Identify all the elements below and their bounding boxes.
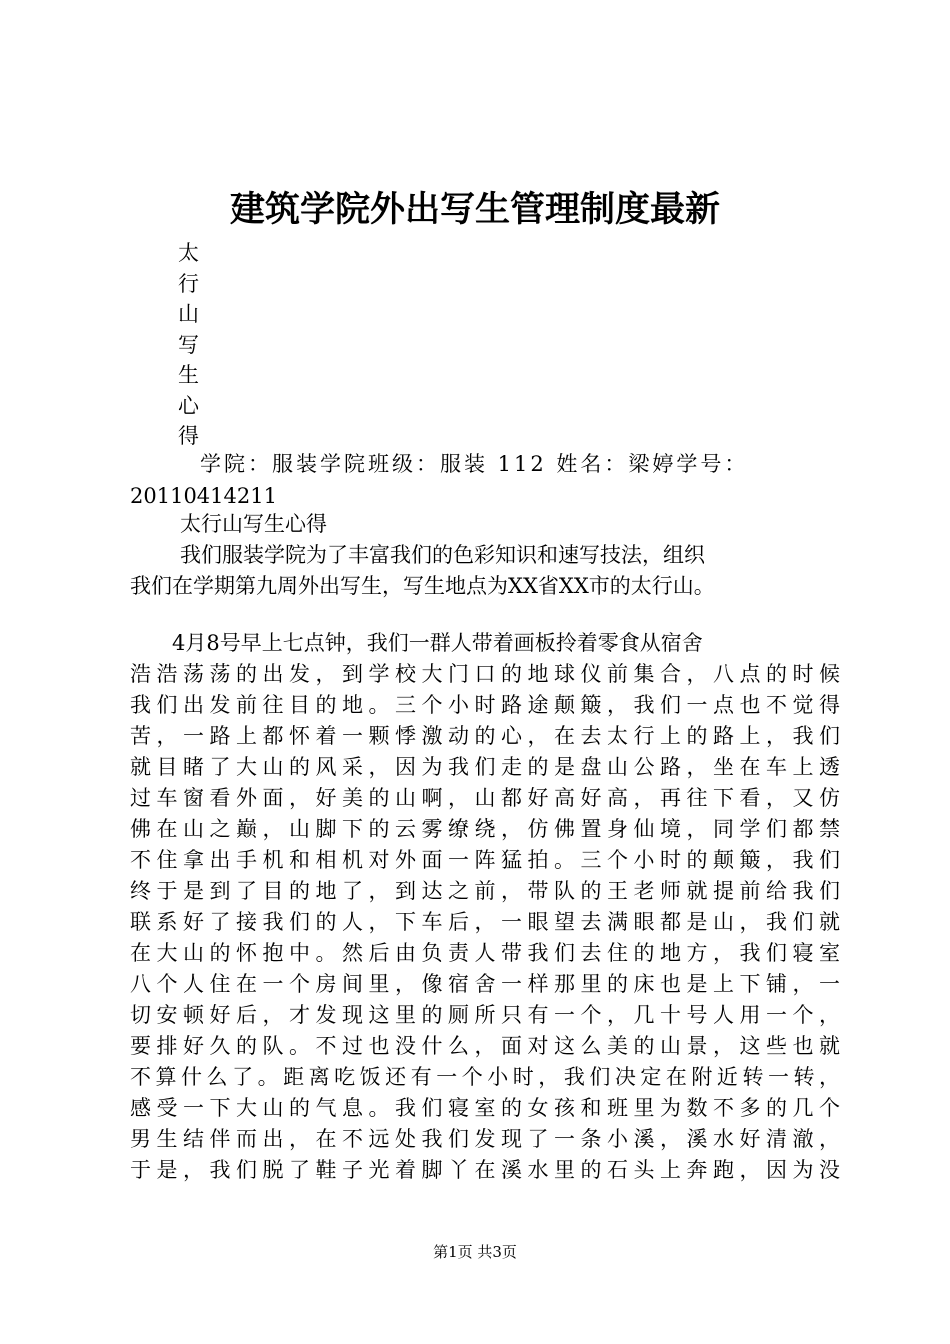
paragraph-line: 感受一下大山的气息。我们寝室的女孩和班里为数不多的几个 bbox=[130, 1096, 840, 1120]
paragraph-line: 我们出发前往目的地。三个小时路途颠簸，我们一点也不觉得 bbox=[130, 693, 840, 717]
page-footer: 第1页 共3页 bbox=[433, 1243, 517, 1261]
student-id: 20110414211 bbox=[130, 484, 277, 508]
paragraph-line: 不算什么了。距离吃饭还有一个小时，我们决定在附近转一转， bbox=[130, 1065, 840, 1089]
paragraph-line: 八个人住在一个房间里，像宿舍一样那里的床也是上下铺，一 bbox=[130, 972, 840, 996]
paragraph-line: 男生结伴而出，在不远处我们发现了一条小溪，溪水好清澈， bbox=[130, 1127, 840, 1151]
vertical-char: 生 bbox=[178, 363, 199, 387]
paragraph-line: 终于是到了目的地了，到达之前，带队的王老师就提前给我们 bbox=[130, 879, 840, 903]
vertical-char: 太 bbox=[178, 241, 199, 265]
paragraph-line: 4月8号早上七点钟，我们一群人带着画板拎着零食从宿舍 bbox=[172, 631, 703, 655]
vertical-char: 写 bbox=[178, 332, 199, 357]
paragraph-line: 我们服装学院为了丰富我们的色彩知识和速写技法，组织 bbox=[180, 543, 705, 567]
vertical-char: 心 bbox=[178, 393, 199, 418]
vertical-char: 得 bbox=[178, 424, 199, 448]
paragraph-line: 佛在山之巅，山脚下的云雾缭绕，仿佛置身仙境，同学们都禁 bbox=[130, 817, 840, 841]
paragraph-line: 不住拿出手机和相机对外面一阵猛拍。三个小时的颠簸，我们 bbox=[130, 848, 840, 872]
section-subheading: 太行山写生心得 bbox=[180, 512, 327, 536]
student-info-line: 学院：服装学院班级：服装 112 姓名：梁婷学号： bbox=[200, 452, 749, 476]
vertical-heading bbox=[178, 238, 208, 452]
paragraph-line: 切安顿好后，才发现这里的厕所只有一个，几十号人用一个， bbox=[130, 1003, 840, 1027]
paragraph-line: 苦，一路上都怀着一颗悸激动的心，在去太行上的路上，我们 bbox=[130, 724, 840, 748]
document-title: 建筑学院外出写生管理制度最新 bbox=[229, 189, 720, 230]
paragraph-intro bbox=[130, 540, 840, 602]
vertical-char: 行 bbox=[178, 271, 199, 296]
paragraph-line: 过车窗看外面，好美的山啊，山都好高好高，再往下看，又仿 bbox=[130, 786, 840, 810]
paragraph-line: 就目睹了大山的风采，因为我们走的是盘山公路，坐在车上透 bbox=[130, 755, 840, 779]
vertical-char: 山 bbox=[178, 302, 199, 326]
paragraph-line: 在大山的怀抱中。然后由负责人带我们去住的地方，我们寝室 bbox=[130, 941, 840, 965]
paragraph-line: 要排好久的队。不过也没什么，面对这么美的山景，这些也就 bbox=[130, 1034, 840, 1058]
paragraph-line: 于是，我们脱了鞋子光着脚丫在溪水里的石头上奔跑，因为没 bbox=[130, 1158, 840, 1182]
student-info bbox=[130, 448, 830, 512]
paragraph-line: 联系好了接我们的人，下车后，一眼望去满眼都是山，我们就 bbox=[130, 910, 840, 934]
paragraph-line: 我们在学期第九周外出写生，写生地点为XX省XX市的太行山。 bbox=[130, 574, 715, 598]
paragraph-body bbox=[130, 628, 840, 1186]
paragraph-line: 浩浩荡荡的出发，到学校大门口的地球仪前集合，八点的时候 bbox=[130, 662, 840, 686]
